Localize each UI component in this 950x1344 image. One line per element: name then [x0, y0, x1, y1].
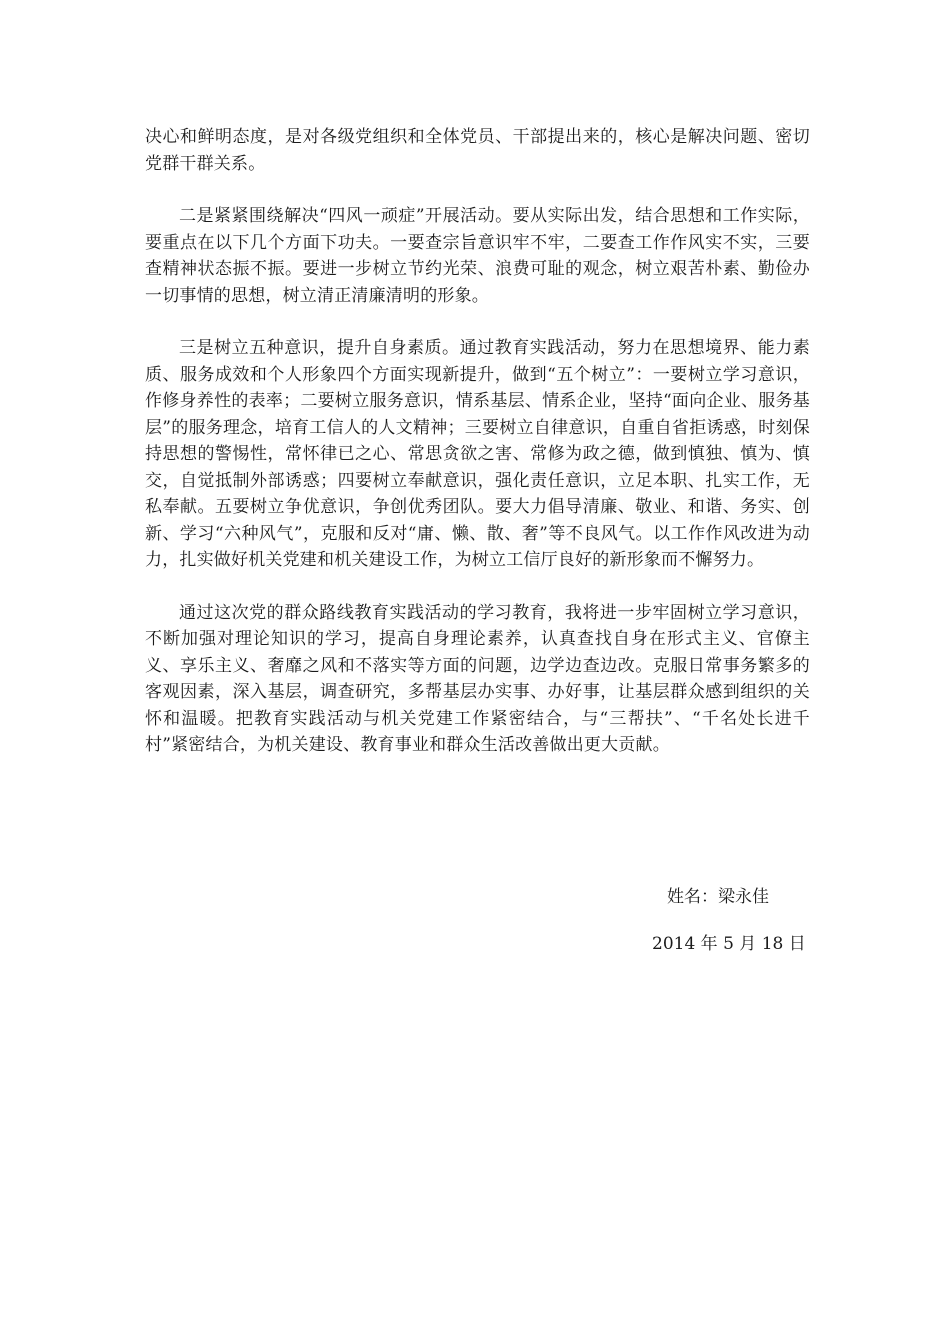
signature-date: 2014 年 5 月 18 日	[652, 934, 806, 954]
paragraph-gap	[145, 177, 810, 203]
paragraph-second-point: 二是紧紧围绕解决“四风一顽症”开展活动。要从实际出发，结合思想和工作实际，要重点在以下几个方面下功夫。一要查宗旨意识牢不牢，二要查工作作风实不实，三要查精神状态振不振。要进一步树立节约光荣、浪费可耻的观念，树立艰苦朴素、勤俭办一切事情的思想，树立清正清廉清明的形象。	[145, 206, 810, 306]
paragraph-gap	[145, 574, 810, 600]
paragraph-conclusion: 通过这次党的群众路线教育实践活动的学习教育，我将进一步牢固树立学习意识，不断加强对理论知识的学习，提高自身理论素养，认真查找自身在形式主义、官僚主义、享乐主义、奢靡之风和不落实等方面的问题，边学边查边改。克服日常事务繁多的客观因素，深入基层，调查研究，多帮基层办实事、办好事，让基层群众感到组织的关怀和温暖。把教育实践活动与机关党建工作紧密结合，与“三帮扶”、“千名处长进千村”紧密结合，为机关建设、教育事业和群众生活改善做出更大贡献。	[145, 602, 810, 755]
paragraph-third-point: 三是树立五种意识，提升自身素质。通过教育实践活动，努力在思想境界、能力素质、服务成效和个人形象四个方面实现新提升，做到“五个树立”：一要树立学习意识，作修身养性的表率；二要树立服务意识，情系基层、情系企业，坚持“面向企业、服务基层”的服务理念，培育工信人的人文精神；三要树立自律意识，自重自省拒诱惑，时刻保持思想的警惕性，常怀律已之心、常思贪欲之害、常修为政之德，做到慎独、慎为、慎交，自觉抵制外部诱惑；四要树立奉献意识，强化责任意识，立足本职、扎实工作，无私奉献。五要树立争优意识，争创优秀团队。要大力倡导清廉、敬业、和谐、务实、创新、学习“六种风气”，克服和反对“庸、懒、散、奢”等不良风气。以工作作风改进为动力，扎实做好机关党建和机关建设工作，为树立工信厅良好的新形象而不懈努力。	[145, 338, 810, 570]
document-body	[145, 124, 810, 759]
signature-name: 姓名：梁永佳	[667, 887, 769, 907]
paragraph-continuation: 决心和鲜明态度，是对各级党组织和全体党员、干部提出来的，核心是解决问题、密切党群干群关系。	[145, 127, 810, 174]
paragraph-gap	[145, 309, 810, 335]
